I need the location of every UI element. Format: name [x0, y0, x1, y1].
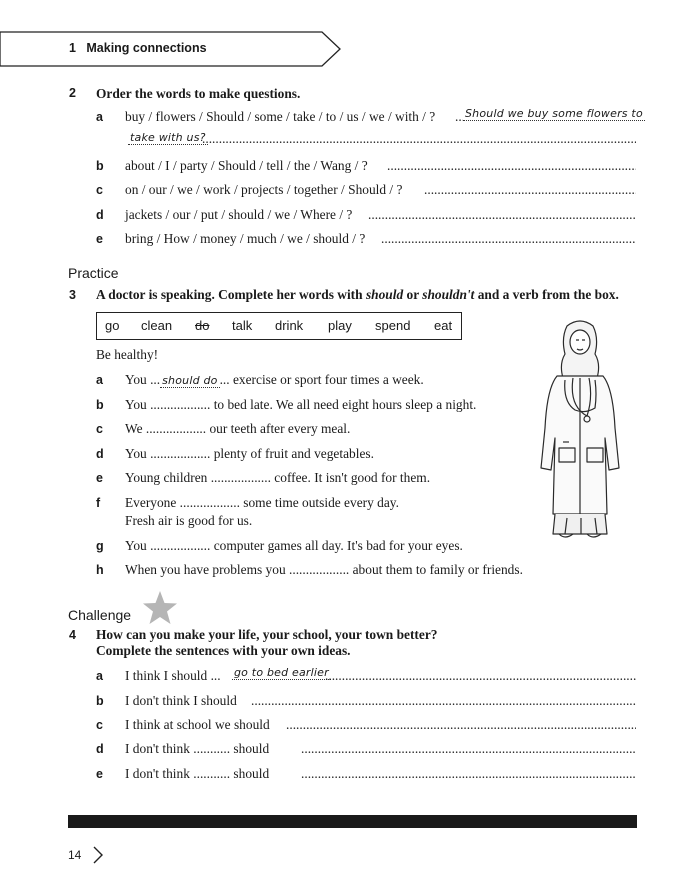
ex4-e-prompt: I don't think — [125, 766, 194, 781]
ex3-c-gap[interactable]: .................. — [145, 421, 207, 436]
ex4-e-mid: should — [230, 766, 270, 781]
ex3-f-line2: Fresh air is good for us. — [125, 513, 253, 528]
ex3-f-post: some time outside every day. — [239, 495, 399, 510]
ex3-h-gap[interactable]: .................. — [289, 562, 350, 577]
ex2-c-answer-line[interactable] — [424, 182, 636, 198]
ex3-g-sentence — [125, 538, 463, 554]
ex4-instruction-line1: How can you make your life, your school, your town better? — [96, 627, 438, 642]
ex3-b-gap[interactable]: .................. — [150, 397, 211, 412]
ex3-instruction-pre: A doctor is speaking. Complete her words with — [96, 287, 366, 302]
ex2-c-letter: c — [96, 183, 103, 197]
star-icon — [141, 590, 179, 626]
practice-heading: Practice — [68, 265, 119, 281]
ex4-c-letter: c — [96, 718, 103, 732]
ex4-a-dots — [325, 668, 636, 684]
page-number: 14 — [68, 848, 82, 862]
ex3-instruction-should: should — [365, 287, 404, 302]
ex3-g-pre: You — [125, 538, 151, 553]
ex2-number: 2 — [69, 86, 76, 100]
ex2-c-prompt: on / our / we / work / projects / together / Should / ? — [125, 182, 403, 197]
ex3-b-pre: You — [125, 397, 151, 412]
word-box — [96, 312, 462, 340]
ex4-d-sentence — [125, 741, 269, 757]
unit-number: 1 — [69, 41, 76, 55]
ex3-d-pre: You — [125, 446, 151, 461]
ex3-instruction-post: and a verb from the box. — [474, 287, 619, 302]
word-box-item: talk — [232, 318, 253, 333]
ex3-e-sentence — [125, 470, 430, 486]
ex2-a-letter: a — [96, 110, 103, 124]
ex3-a-sentence: You ... should do ... exercise or sport four times a week. — [125, 372, 424, 387]
ex2-a-answer-line2[interactable]: take with us? — [130, 131, 206, 144]
ex3-f-gap[interactable]: .................. — [179, 495, 240, 510]
unit-title: Making connections — [86, 41, 207, 55]
ex2-b-answer-line[interactable] — [387, 158, 636, 174]
word-box-item: go — [105, 318, 120, 333]
doctor-illustration — [535, 318, 625, 540]
ex4-c-answer-line[interactable] — [286, 717, 636, 733]
ex4-d-gap[interactable]: ........... — [193, 741, 231, 756]
ex2-d-letter: d — [96, 208, 104, 222]
footer-bar — [68, 815, 637, 828]
ex3-d-letter: d — [96, 447, 104, 461]
ex3-b-sentence — [125, 397, 476, 413]
ex3-c-post: our teeth after every meal. — [206, 421, 351, 436]
ex4-d-mid: should — [230, 741, 270, 756]
ex2-d-prompt: jackets / our / put / should / we / Where / ? — [125, 207, 353, 222]
ex4-d-letter: d — [96, 742, 104, 756]
ex2-e-answer-line[interactable] — [381, 231, 636, 247]
ex3-a-answer[interactable]: should do — [162, 374, 218, 387]
ex4-a-prompt-text: I think I should — [125, 668, 211, 683]
ex3-b-letter: b — [96, 398, 104, 412]
ex3-a-post: exercise or sport four times a week. — [229, 372, 424, 387]
ex3-instruction — [96, 287, 619, 303]
ex3-h-pre: When you have problems you — [125, 562, 289, 577]
ex3-h-sentence — [125, 562, 523, 578]
ex4-number: 4 — [69, 628, 76, 642]
ex4-b-answer-line[interactable] — [251, 693, 636, 709]
ex2-instruction: Order the words to make questions. — [96, 86, 301, 101]
ex3-f-letter: f — [96, 496, 101, 510]
ex4-e-letter: e — [96, 767, 103, 781]
ex3-d-gap[interactable]: .................. — [150, 446, 211, 461]
ex3-f-sentence — [125, 495, 399, 511]
ex2-b-letter: b — [96, 159, 104, 173]
word-box-item: spend — [375, 318, 411, 333]
ex3-g-letter: g — [96, 539, 104, 553]
ex4-a-prompt: I think I should ... — [125, 668, 221, 683]
ex4-a-letter: a — [96, 669, 103, 683]
ex3-intro: Be healthy! — [96, 347, 159, 362]
ex3-a-letter: a — [96, 373, 103, 387]
ex3-f-pre: Everyone — [125, 495, 180, 510]
ex4-b-letter: b — [96, 694, 104, 708]
ex3-b-post: to bed late. We all need eight hours sleep a night. — [210, 397, 477, 412]
ex4-d-prompt: I don't think — [125, 741, 194, 756]
ex3-instruction-shouldnt: shouldn't — [422, 287, 475, 302]
ex4-c-prompt: I think at school we should — [125, 717, 270, 732]
ex3-d-post: plenty of fruit and vegetables. — [210, 446, 374, 461]
ex2-e-letter: e — [96, 232, 103, 246]
ex2-d-answer-line[interactable] — [368, 207, 636, 223]
ex3-e-pre: Young children — [125, 470, 211, 485]
ex4-e-answer-line[interactable] — [301, 766, 636, 782]
ex3-h-letter: h — [96, 563, 104, 577]
ex3-e-gap[interactable]: .................. — [210, 470, 271, 485]
ex4-instruction-line2: Complete the sentences with your own ideas. — [96, 643, 351, 658]
chevron-right-icon[interactable] — [92, 845, 104, 865]
ex2-b-prompt: about / I / party / Should / tell / the / Wang / ? — [125, 158, 368, 173]
ex4-e-sentence — [125, 766, 269, 782]
word-box-item: drink — [275, 318, 304, 333]
word-box-item-crossed: do — [195, 318, 210, 333]
ex3-d-sentence — [125, 446, 374, 462]
ex4-b-prompt: I don't think I should — [125, 693, 237, 708]
ex3-a-pre: You — [125, 372, 151, 387]
word-box-item: play — [328, 318, 352, 333]
ex3-c-pre: We — [125, 421, 146, 436]
ex2-e-prompt: bring / How / money / much / we / should / ? — [125, 231, 366, 246]
ex3-e-post: coffee. It isn't good for them. — [270, 470, 431, 485]
ex3-c-letter: c — [96, 422, 103, 436]
word-box-item: eat — [434, 318, 453, 333]
ex3-h-post: about them to family or friends. — [349, 562, 523, 577]
word-box-item: clean — [141, 318, 173, 333]
ex3-g-gap[interactable]: .................. — [150, 538, 211, 553]
ex3-number: 3 — [69, 288, 76, 302]
ex3-e-letter: e — [96, 471, 103, 485]
challenge-heading: Challenge — [68, 607, 132, 623]
ex4-e-gap[interactable]: ........... — [193, 766, 231, 781]
ex4-d-answer-line[interactable] — [301, 741, 636, 757]
ex2-a-answer-line1[interactable]: Should we buy some flowers to — [465, 107, 643, 120]
ex3-g-post: computer games all day. It's bad for your eyes. — [210, 538, 463, 553]
ex3-c-sentence — [125, 421, 350, 437]
ex4-a-answer[interactable]: go to bed earlier — [234, 666, 329, 679]
ex3-instruction-mid: or — [403, 287, 423, 302]
unit-header — [69, 41, 207, 55]
ex2-a-dots2 — [202, 131, 636, 147]
ex2-a-dots — [455, 109, 463, 125]
ex2-a-prompt: buy / flowers / Should / some / take / to / us / we / with / ? — [125, 109, 436, 124]
